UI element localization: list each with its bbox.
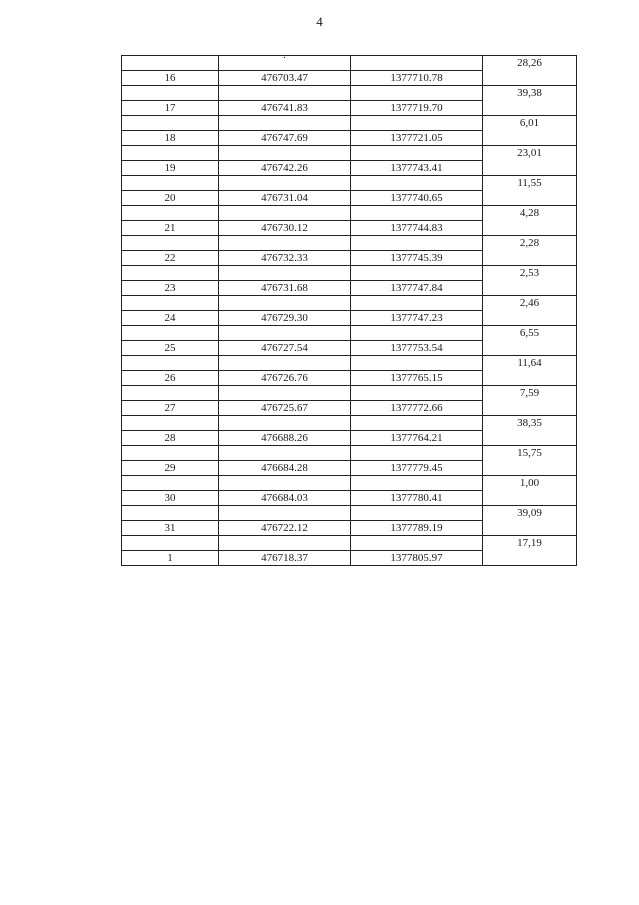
y-coordinate: 1377721.05 — [390, 132, 443, 144]
segment-length-cell — [483, 86, 576, 115]
row-divider — [122, 550, 483, 551]
table-row — [122, 356, 576, 386]
y-coordinate: 1377779.45 — [390, 462, 443, 474]
segment-length-cell — [483, 446, 576, 475]
table-row — [122, 176, 576, 206]
point-number: 18 — [164, 132, 176, 144]
y-coordinate: 1377743.41 — [390, 162, 443, 174]
point-number: 21 — [164, 222, 176, 234]
y-coordinate: 1377710.78 — [390, 72, 443, 84]
row-divider — [122, 70, 483, 71]
y-coordinate: 1377772.66 — [390, 402, 443, 414]
segment-length-cell — [483, 326, 576, 355]
x-coordinate: 476727.54 — [261, 342, 308, 354]
segment-length: 1,00 — [519, 477, 540, 489]
x-coordinate: 476688.26 — [261, 432, 308, 444]
segment-length: 23,01 — [517, 147, 542, 159]
y-coordinate: 1377719.70 — [390, 102, 443, 114]
table-row — [122, 386, 576, 416]
row-divider — [122, 490, 483, 491]
segment-length-cell — [483, 56, 576, 85]
x-coordinate: 476732.33 — [261, 252, 308, 264]
point-number: 20 — [164, 192, 176, 204]
segment-length-cell — [483, 356, 576, 385]
segment-length: 2,46 — [519, 297, 540, 309]
y-coordinate: 1377753.54 — [390, 342, 443, 354]
segment-length-cell — [483, 176, 576, 205]
x-coordinate: 476730.12 — [261, 222, 308, 234]
table-row — [122, 416, 576, 446]
table-row — [122, 536, 576, 566]
page-number: 4 — [316, 14, 323, 29]
x-coordinate: 476731.04 — [261, 192, 308, 204]
segment-length-cell — [483, 206, 576, 235]
x-coordinate: 476684.28 — [261, 462, 308, 474]
row-divider — [122, 430, 483, 431]
y-coordinate: 1377764.21 — [390, 432, 443, 444]
row-divider — [122, 460, 483, 461]
point-number: 23 — [164, 282, 176, 294]
segment-length-cell — [483, 476, 576, 505]
point-number: 27 — [164, 402, 176, 414]
row-divider — [122, 400, 483, 401]
segment-length-cell — [483, 416, 576, 445]
row-divider — [122, 520, 483, 521]
segment-length: 11,55 — [517, 177, 542, 189]
x-coordinate: 476742.26 — [261, 162, 308, 174]
y-coordinate: 1377789.19 — [390, 522, 443, 534]
row-divider — [122, 370, 483, 371]
table-row — [122, 506, 576, 536]
coordinates-table — [121, 52, 577, 566]
x-coordinate: 476718.37 — [261, 552, 308, 564]
y-coordinate: 1377744.83 — [390, 222, 443, 234]
y-coordinate: 1377765.15 — [390, 372, 443, 384]
segment-length: 6,55 — [519, 327, 540, 339]
y-coordinate: 1377740.65 — [390, 192, 443, 204]
segment-length: 39,38 — [517, 87, 542, 99]
segment-length-cell — [483, 116, 576, 145]
table-row — [122, 476, 576, 506]
row-divider — [122, 130, 483, 131]
segment-length-cell — [483, 536, 576, 565]
row-divider — [122, 310, 483, 311]
y-coordinate: 1377780.41 — [390, 492, 443, 504]
row-divider — [122, 100, 483, 101]
row-divider — [122, 250, 483, 251]
segment-length: 15,75 — [517, 447, 542, 459]
segment-length: 28,26 — [517, 57, 542, 69]
x-coordinate: 476731.68 — [261, 282, 308, 294]
table-row — [122, 446, 576, 476]
table-row — [122, 266, 576, 296]
top-marker: · — [282, 52, 287, 64]
point-number: 30 — [164, 492, 176, 504]
y-coordinate: 1377747.84 — [390, 282, 443, 294]
segment-length: 17,19 — [517, 537, 542, 549]
x-coordinate: 476722.12 — [261, 522, 308, 534]
point-number: 17 — [164, 102, 176, 114]
point-number: 26 — [164, 372, 176, 384]
table-row — [122, 326, 576, 356]
x-coordinate: 476729.30 — [261, 312, 308, 324]
point-number: 19 — [164, 162, 176, 174]
point-number: 24 — [164, 312, 176, 324]
x-coordinate: 476726.76 — [261, 372, 308, 384]
row-divider — [122, 220, 483, 221]
x-coordinate: 476684.03 — [261, 492, 308, 504]
segment-length: 11,64 — [517, 357, 542, 369]
segment-length-cell — [483, 236, 576, 265]
segment-length: 7,59 — [519, 387, 540, 399]
segment-length: 2,28 — [519, 237, 540, 249]
table-row — [122, 236, 576, 266]
point-number: 29 — [164, 462, 176, 474]
segment-length-cell — [483, 506, 576, 535]
table-row — [122, 296, 576, 326]
segment-length: 2,53 — [519, 267, 540, 279]
y-coordinate: 1377747.23 — [390, 312, 443, 324]
table-row — [122, 86, 576, 116]
segment-length-cell — [483, 146, 576, 175]
segment-length: 4,28 — [519, 207, 540, 219]
segment-length-cell — [483, 386, 576, 415]
table-row — [122, 52, 576, 86]
table-row — [122, 206, 576, 236]
segment-length: 39,09 — [517, 507, 542, 519]
point-number: 22 — [164, 252, 176, 264]
y-coordinate: 1377805.97 — [390, 552, 443, 564]
x-coordinate: 476703.47 — [261, 72, 308, 84]
y-coordinate: 1377745.39 — [390, 252, 443, 264]
segment-length-cell — [483, 266, 576, 295]
row-divider — [122, 190, 483, 191]
row-divider — [122, 340, 483, 341]
point-number: 31 — [164, 522, 176, 534]
table-row — [122, 146, 576, 176]
table-row — [122, 116, 576, 146]
row-divider — [122, 160, 483, 161]
segment-length-cell — [483, 296, 576, 325]
segment-length: 6,01 — [519, 117, 540, 129]
x-coordinate: 476725.67 — [261, 402, 308, 414]
point-number: 28 — [164, 432, 176, 444]
x-coordinate: 476747.69 — [261, 132, 308, 144]
x-coordinate: 476741.83 — [261, 102, 308, 114]
row-divider — [122, 280, 483, 281]
point-number: 1 — [167, 552, 173, 564]
point-number: 16 — [164, 72, 176, 84]
segment-length: 38,35 — [517, 417, 542, 429]
point-number: 25 — [164, 342, 176, 354]
